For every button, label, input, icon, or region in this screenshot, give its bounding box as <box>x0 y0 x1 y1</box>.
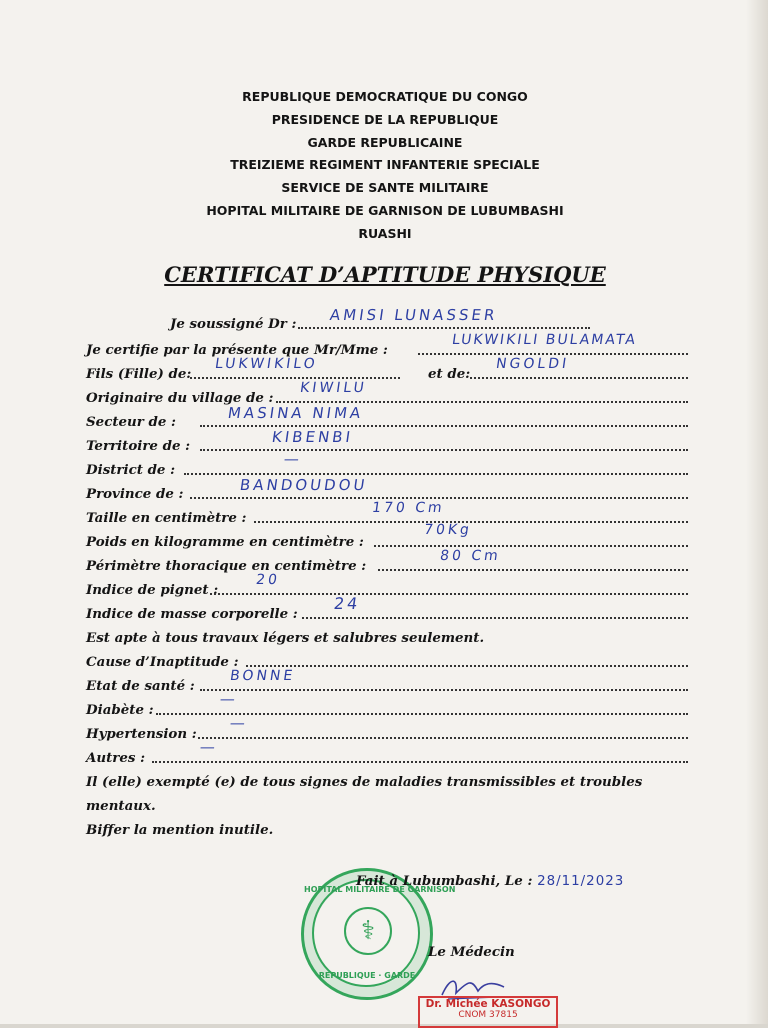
certifie-label: Je certifie par la présente que Mr/Mme : <box>86 342 388 358</box>
dotted-line <box>190 494 688 499</box>
dotted-line <box>302 614 688 619</box>
soussigne-label: Je soussigné Dr : <box>170 316 297 332</box>
exempte-text-line1: Il (elle) exempté (e) de tous signes de maladies transmissibles et troubles <box>86 774 643 790</box>
header-line: TREIZIEME REGIMENT INFANTERIE SPECIALE <box>230 157 540 173</box>
header-line: HOPITAL MILITAIRE DE GARNISON DE LUBUMBASHI <box>206 202 564 218</box>
dotted-line <box>152 758 688 763</box>
header-line: SERVICE DE SANTE MILITAIRE <box>281 180 489 196</box>
poids-value: 70Kg <box>422 522 474 538</box>
dotted-line <box>246 662 688 667</box>
header-line: REPUBLIQUE DEMOCRATIQUE DU CONGO <box>242 89 528 104</box>
seal-top-text: HOPITAL MILITAIRE DE GARNISON <box>304 885 456 894</box>
dotted-line <box>210 590 688 595</box>
date-value: 28/11/2023 <box>537 874 625 889</box>
doctor-cnom: CNOM 37815 <box>458 1010 518 1020</box>
territoire-value: KIBENBI <box>270 428 355 446</box>
dotted-line <box>378 566 688 571</box>
perimetre-value: 80 Cm <box>438 548 502 564</box>
dotted-line <box>276 398 688 403</box>
header-line: PRESIDENCE DE LA REPUBLIQUE <box>271 111 499 127</box>
dotted-line <box>190 374 400 379</box>
place-date-line <box>356 873 624 889</box>
dotted-line <box>374 542 688 547</box>
imc-value: 24 <box>332 594 362 613</box>
header-line: RUASHI <box>358 225 412 241</box>
pignet-value: 20 <box>254 572 281 588</box>
page-edge-shadow <box>746 0 768 1024</box>
secteur-value: MASINA NIMA <box>226 404 365 422</box>
fils-label: Fils (Fille) de: <box>86 366 192 382</box>
taille-value: 170 Cm <box>370 500 446 516</box>
autres-value: — <box>198 738 220 756</box>
et-de-label: et de: <box>428 366 471 382</box>
dotted-line <box>198 734 688 739</box>
autres-label: Autres : <box>86 750 146 766</box>
poids-label: Poids en kilogramme en centimètre : <box>86 534 364 550</box>
province-label: Province de : <box>86 486 184 502</box>
dotted-line <box>200 686 688 691</box>
cause-label: Cause d’Inaptitude : <box>86 654 239 670</box>
apte-text: Est apte à tous travaux légers et salubres seulement. <box>86 630 485 646</box>
dotted-line <box>184 470 688 475</box>
doctor-name: Dr. Michée KASONGO <box>425 998 551 1010</box>
pignet-label: Indice de pignet : <box>86 582 219 598</box>
doctor-label: Le Médecin <box>428 944 515 960</box>
certifie-value: LUKWIKILI BULAMATA <box>450 332 638 348</box>
dotted-line <box>200 446 688 451</box>
village-label: Originaire du village de : <box>86 390 274 406</box>
village-value: KIWILU <box>298 380 368 396</box>
header-line: GARDE REPUBLICAINE <box>307 134 463 150</box>
province-value: BANDOUDOU <box>238 476 369 494</box>
district-label: District de : <box>86 462 176 478</box>
etat-label: Etat de santé : <box>86 678 195 694</box>
imc-label: Indice de masse corporelle : <box>86 606 298 622</box>
perimetre-label: Périmètre thoracique en centimètre : <box>86 558 367 574</box>
secteur-label: Secteur de : <box>86 414 176 430</box>
caduceus-icon: ⚕ <box>344 907 392 955</box>
district-value: — <box>282 450 304 468</box>
institution-header <box>160 86 610 246</box>
doctor-name-stamp <box>418 996 558 1028</box>
hypertension-label: Hypertension : <box>86 726 197 742</box>
dotted-line <box>200 422 688 427</box>
place-label: Fait à Lubumbashi, Le : <box>356 873 533 889</box>
seal-bottom-text: REPUBLIQUE · GARDE <box>318 971 416 980</box>
et-de-value: NGOLDI <box>494 356 571 372</box>
fils-value: LUKWIKILO <box>213 356 319 372</box>
certificate-title: CERTIFICAT D’APTITUDE PHYSIQUE <box>164 262 606 287</box>
taille-label: Taille en centimètre : <box>86 510 247 526</box>
hypertension-value: — <box>228 714 250 732</box>
territoire-label: Territoire de : <box>86 438 191 454</box>
dotted-line <box>418 350 688 355</box>
dotted-line <box>470 374 688 379</box>
diabete-label: Diabète : <box>86 702 154 718</box>
exempte-text-line2: mentaux. <box>86 798 156 814</box>
dotted-line <box>298 324 590 329</box>
biffer-text: Biffer la mention inutile. <box>86 822 274 838</box>
diabete-value: — <box>218 690 240 708</box>
soussigne-value: AMISI LUNASSER <box>328 306 499 324</box>
etat-value: BONNE <box>228 668 297 684</box>
